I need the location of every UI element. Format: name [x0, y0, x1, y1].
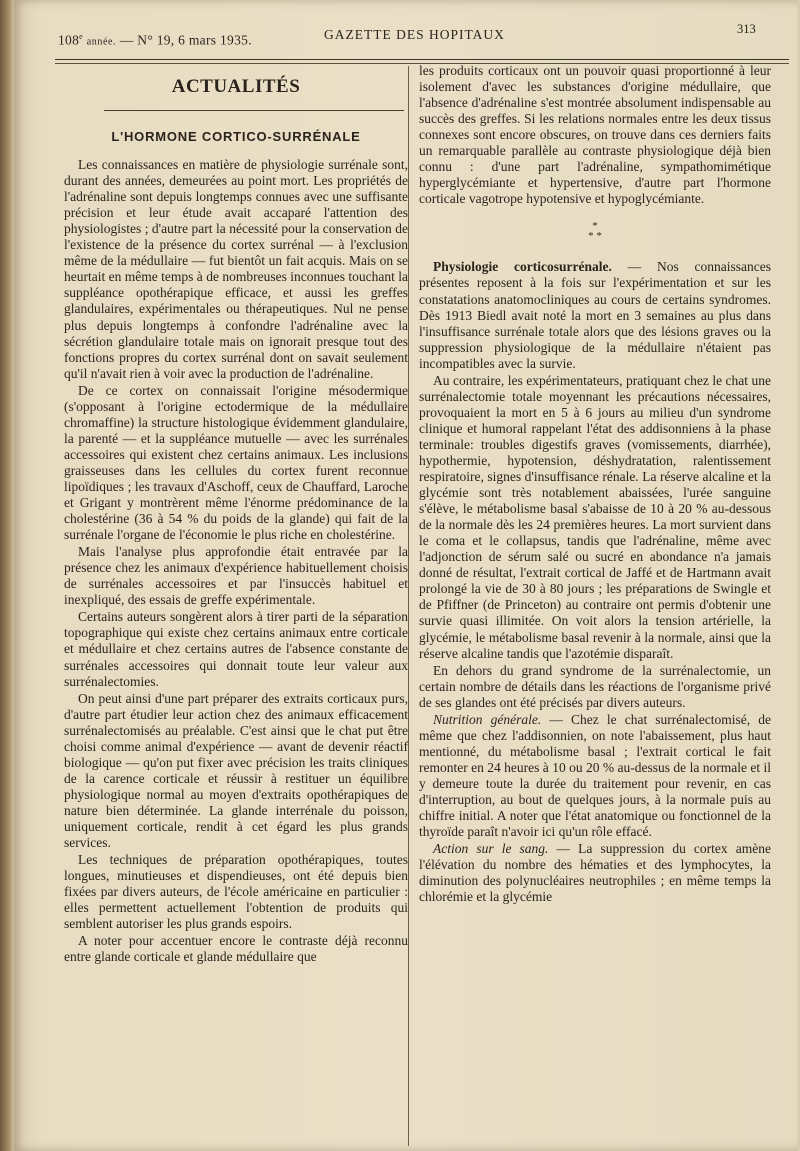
text-sang: — La suppression du cortex amène l'élévation du nombre des hématies et des lymphocytes, la diminution des polynucléaires neutrophiles ; en même temps la chlorémie et la glycémie: [419, 841, 771, 905]
paragraph: A noter pour accentuer encore le contraste déjà reconnu entre glande corticale et glande médullaire que: [64, 933, 408, 965]
paragraph: les produits corticaux ont un pouvoir quasi proportionné à leur isolement d'avec les substances d'origine médullaire, que l'absence d'adrénaline s'est montrée absolument indispensable au succès des greffes. Si les relations normales entre les deux tissus connexes sont encore obscures, on trouve dans ces derniers faits un remarquable parallèle au contraste physiologique déjà bien connu : d'une part l'adrénaline, sympathomimétique hyperglycémiante et hypertensive, d'autre part l'hormone corticale vagotrope hypotensive et hypoglycémiante.: [419, 63, 771, 207]
lead-sang: Action sur le sang.: [433, 841, 549, 857]
star-top: *: [592, 220, 598, 233]
volume-number: 108: [58, 32, 80, 48]
paragraph: Les connaissances en matière de physiologie surrénale sont, durant des années, demeurées au point mort. Les propriétés de l'adrénaline sont depuis longtemps connues avec une suffisante précision et leur étude avait accaparé l'attention des physiologistes ; d'autre part la nécessité pour la conservation de l'existence de la présence du cortex surrénal — à l'exclusion même de la médullaire — fut bientôt un fait acquis. Mais on se heurtait en même temps à de nombreuses inconnues touchant la suppléance opothérapique efficace, et aussi les greffes glandulaires, expérimentales ou thérapeutiques. Nul ne pense plus depuis longtemps à confondre l'adrénaline avec la sécrétion glandulaire totale mais on ignorait presque tout des fonctions propres du cortex surrénal dont on savait seulement qu'il n'avait rien à voir avec la production de l'adrénaline.: [64, 157, 408, 381]
column-divider: [408, 66, 409, 1146]
text-physiologie: — Nos connaissances présentes reposent à la fois sur l'expérimentation et sur les constatations anatomocliniques au cours de certains syndromes. Dès 1913 Biedl avait noté la mort en 3 semaines au plus dans l'insuffisance surrénale totale alors que des lésions graves ou la suppression physiologique de la médullaire n'étaient pas incompatibles avec la survie.: [419, 259, 771, 371]
lead-physiologie: Physiologie corticosurrénale.: [433, 259, 612, 275]
paragraph-sang: [419, 841, 771, 905]
issue-date: — N° 19, 6 mars 1935.: [119, 32, 252, 48]
paragraph: Mais l'analyse plus approfondie était entravée par la présence chez les animaux d'expérience habituellement choisis de surrénales accessoires et par l'insuccès habituel et inexpliqué, des essais de greffe expérimentale.: [64, 544, 408, 608]
article-title: L'HORMONE CORTICO-SURRÉNALE: [111, 129, 361, 144]
volume-label: année.: [86, 36, 117, 48]
page-number: 313: [737, 22, 756, 36]
paragraph: Certains auteurs songèrent alors à tirer parti de la séparation topographique qui existe chez certains animaux entre corticale et médullaire et chez certains autres de l'absence constante de surrénales accessoires qui donnait toute leur valeur aux surrénalectomies.: [64, 609, 408, 689]
book-spine: [0, 0, 14, 1151]
issue-info: [58, 32, 252, 49]
section-separator-stars: [419, 221, 771, 241]
paragraph: De ce cortex on connaissait l'origine mésodermique (s'opposant à l'origine ectodermique de la médullaire chromaffine) la structure histologique évidemment glandulaire, la parenté — et la suppléance mutuelle — avec les surrénales accessoires qui existent chez certains animaux. Les inclusions graisseuses dans les cellules du cortex furent reconnue lipoïdiques ; les travaux d'Aschoff, ceux de Chauffard, Laroche et Grigant y montrèrent même l'énorme prédominance de la cholestérine (36 à 54 % du poids de la glande) qui fait de la surrénale l'organe de l'économie le plus riche en cholestérine.: [64, 382, 408, 543]
text-nutrition: — Chez le chat surrénalectomisé, de même que chez l'addisonnien, on note l'abaissement, plus haut mentionné, du métabolisme basal ; l'extrait cortical le fait remonter en 24 heures à 10 ou 20 % au-dessus de la normale et il y demeure toute la durée du traitement pour revenir, en cas d'interruption, au bout de quelques jours, à la normale puis au chiffre initial. A noter que l'état anatomique ou fonctionnel de la thyroïde paraît n'avoir ici qu'un rôle effacé.: [419, 711, 772, 840]
star-bottom: * *: [588, 230, 602, 243]
volume-sup: e: [79, 32, 84, 41]
paragraph-physiologie: [419, 259, 771, 371]
journal-title: GAZETTE DES HOPITAUX: [324, 27, 505, 42]
paragraph: En dehors du grand syndrome de la surrénalectomie, un certain nombre de détails dans les réactions de l'organisme privé de ses glandes ont été précisés par divers auteurs.: [419, 662, 771, 710]
right-column: [419, 63, 771, 906]
paragraph: Les techniques de préparation opothérapiques, toutes longues, minutieuses et dispendieuses, ont été depuis bien fixées par divers auteurs, de l'école américaine en particulier : elles permettent actuellement l'obtention de produits qui semblent autoriser les plus grands espoirs.: [64, 852, 408, 932]
left-column: [64, 70, 408, 966]
lead-nutrition: Nutrition générale.: [433, 711, 542, 727]
section-rule: [104, 110, 404, 111]
paragraph-nutrition: [419, 712, 771, 840]
header-rule: [55, 59, 789, 60]
running-header: [0, 20, 800, 54]
paragraph: On peut ainsi d'une part préparer des extraits corticaux purs, d'autre part étudier leur action chez des animaux efficacement surrénalectomisés au préalable. C'est ainsi que le chat put être choisi comme animal d'expérience — avant de devenir réactif biologique — qu'on put fixer avec précision les traits cliniques de la carence corticale et réussir à restituer un équilibre physiologique normal au moyen d'extraits opothérapiques de nature bien déterminée. La glande interrénale du poisson, uniquement corticale, rendit à cet égard les plus grands services.: [64, 690, 408, 851]
paragraph: Au contraire, les expérimentateurs, pratiquant chez le chat une surrénalectomie totale moyennant les précautions nécessaires, provoquaient la mort en 5 à 6 jours au milieu d'un syndrome clinique et humoral rappelant l'état des addisonniens à la phase terminale: troubles digestifs graves (vomissements, diarrhée), hypothermie, hypotension, déshydratation, ralentissement respiratoire, signes d'insuffisance rénale. La réserve alcaline et la glycémie sont très notablement abaissées, l'urée sanguine s'élève, le métabolisme basal s'abaisse de 10 à 20 % au-dessous de la normale dès les 24 premières heures. La mort survient dans le coma et le collapsus, tandis que l'adrénaline, même avec l'adjonction de sérum salé ou sucré en abondance n'a jamais donné de résultat, l'extrait cortical de Jaffé et de Hartmann avait prolongé la vie de 30 à 80 jours ; les préparations de Swingle et de Pfiffner (de Princeton) au contraire ont permis d'obtenir une survie quasi illimitée. On voit alors la tension artérielle, la glycémie, le métabolisme basal revenir à la normale, ainsi que la réserve alcaline tandis que l'azotémie disparaît.: [419, 372, 771, 661]
section-title: ACTUALITÉS: [171, 76, 301, 97]
